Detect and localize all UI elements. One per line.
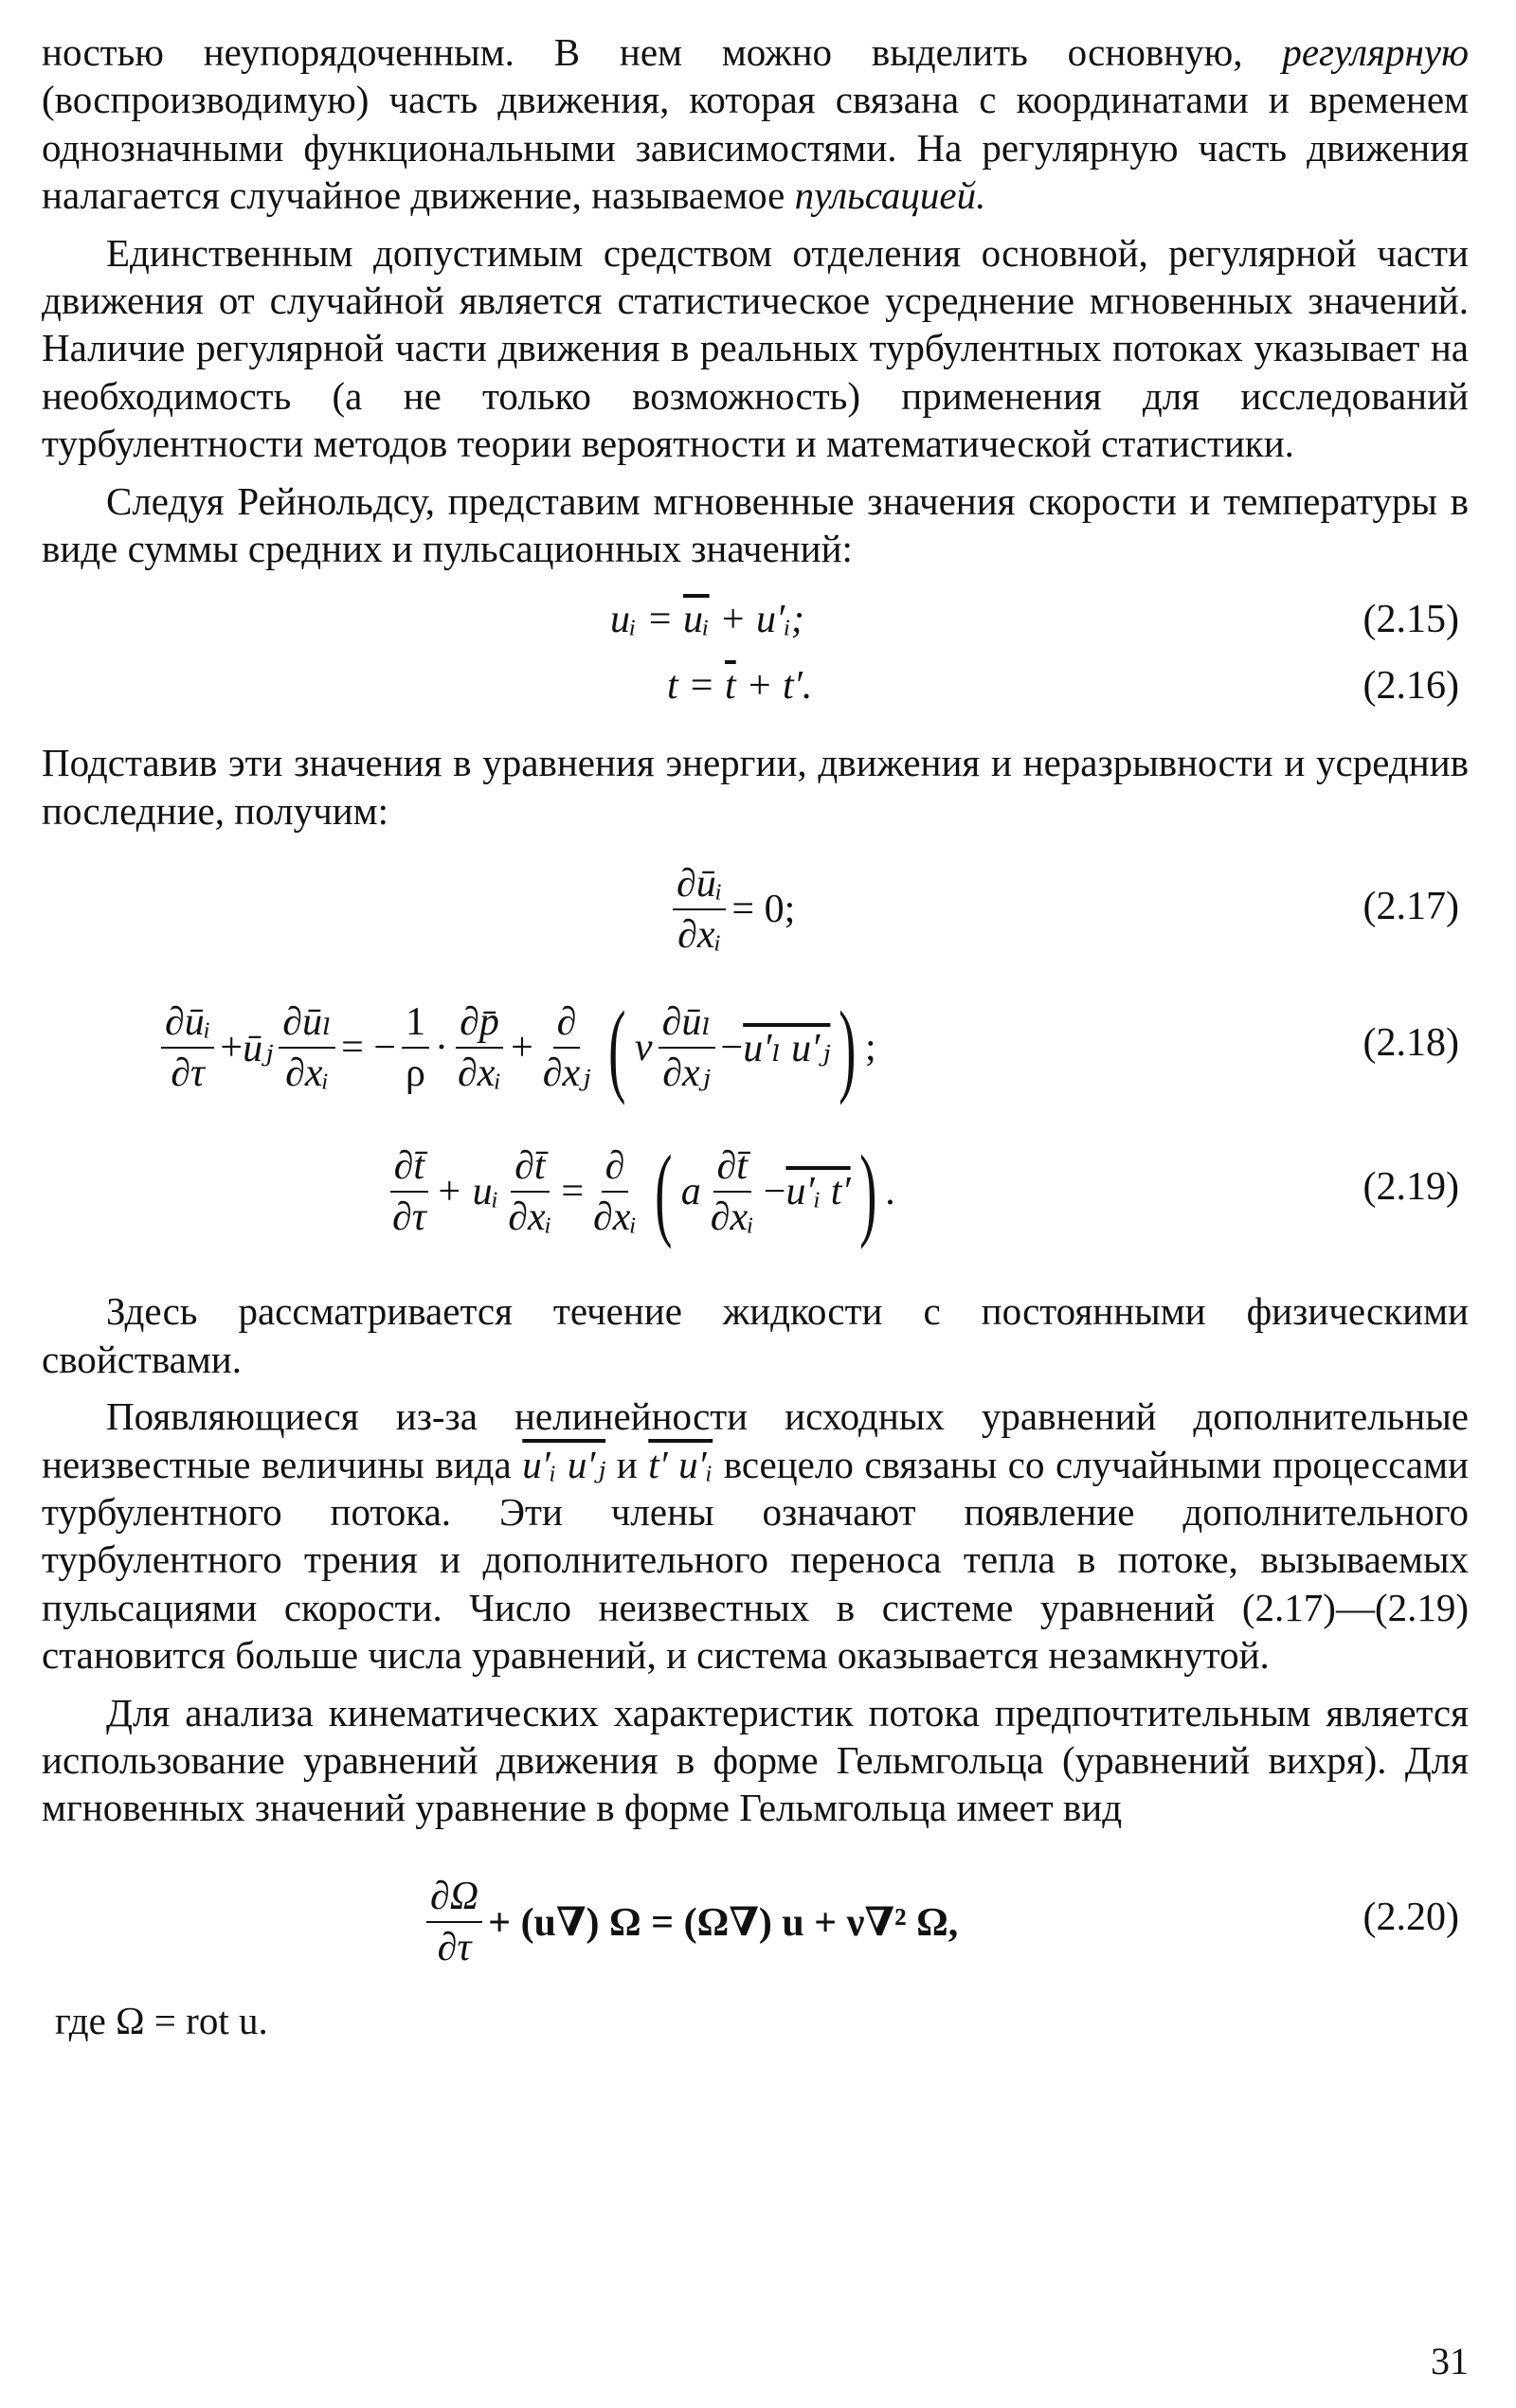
term-pulsation: пульсацией. [794,173,986,218]
paragraph-4: Подставив эти значения в уравнения энергии, движения и неразрывности и усреднив последние, получим: [42,741,1469,833]
equation-number: (2.19) [1363,1165,1459,1210]
paragraph-1: ностью неупорядоченным. В нем можно выделить основную, регулярную (воспроизводимую) часть движения, которая связана с координатами и временем однозначными функциональными зависимостями. На регулярную часть движения налагается случайное движение, называемое пульсацией. [42,30,1469,218]
equation-2-17: $\frac{\text{∂ūᵢ}}{\text{∂xᵢ}}$ = 0; (2.17) [42,848,1469,971]
paragraph-3: Следуя Рейнольдсу, представим мгновенные значения скорости и температуры в виде суммы средних и пульсационных значений: [42,478,1469,571]
equation-2-20: $\frac{\partial\Omega}{\partial\tau}$ + (u∇) Ω = (Ω∇) u + ν∇² Ω, (2.20) [42,1851,1469,1993]
paragraph-6: Появляющиеся из-за нелинейности исходных уравнений дополнительные неизвестные величины вида u′ᵢ u′ⱼ и t′ u′ᵢ всецело связаны со случайными процессами турбулентного потока. Эти члены означают появление дополнительного турбулентного трения и дополнительного переноса тепла в потоке, вызываемых пульсациями скорости. Число неизвестных в системе уравнений (2.17)—(2.19) становится больше числа уравнений, и система оказывается незамкнутой. [42,1394,1469,1678]
term-velocity-correlation: u′ᵢ u′ⱼ [522,1442,606,1486]
term-heat-correlation: t′ u′ᵢ [648,1442,713,1486]
paragraph-8: где Ω = rot u. [55,1998,268,2042]
equation-number: (2.20) [1363,1895,1459,1939]
paragraph-7: Для анализа кинематических характеристик потока предпочтительным является использование уравнений движения в форме Гельмгольца (уравнений вихря). Для мгновенных значений уравнение в форме Гельмгольца имеет вид [42,1690,1469,1830]
equation-2-15: uᵢ = $\overline{uᵢ}$ + u′ᵢ; (2.15) [610,598,1459,642]
paragraph-5: Здесь рассматривается течение жидкости с постоянными физическими свойствами. [42,1289,1469,1381]
paragraph-2: Единственным допустимым средством отделения основной, регулярной части движения от случайной является статистическое усреднение мгновенных значений. Наличие регулярной части движения в реальных турбулентных потоках указывает на необходимость (а не только возможность) применения для исследований турбулентности методов теории вероятности и математической статистики. [42,230,1469,466]
equation-number: (2.15) [1363,598,1459,642]
term-regular: регулярную [1282,30,1469,74]
page-number: 31 [1431,2340,1469,2382]
equation-number: (2.17) [1363,885,1459,929]
equation-2-18: $\frac{\text{∂ūᵢ}}{\partial\tau}$ + ūⱼ $\frac{\text{∂ūₗ}}{\text{∂xᵢ}}$ = − $\frac{1}{\rho}$ · $\frac{\partial p̄}{\text{∂xᵢ}}$ + $\frac{\partial}{\text{∂xⱼ}}$ ( ν $\frac{\text{∂ūₗ}}{\text{∂xⱼ}}$ − u′ₗ u′ⱼ ) ; (2.18) [42,977,1469,1119]
equation-number: (2.18) [1363,1021,1459,1066]
equation-2-16: $t = \overline{t} + t'$. (2.16) [667,664,1459,709]
equation-number: (2.16) [1363,664,1459,709]
equation-2-19: $\frac{\partial t̄}{\partial\tau}$ + uᵢ $\frac{\partial t̄}{\text{∂xᵢ}}$ = $\frac{\partial}{\text{∂xᵢ}}$ ( a $\frac{\partial t̄}{\text{∂xᵢ}}$ − u′ᵢ t′ ) . (2.19) [42,1121,1469,1263]
